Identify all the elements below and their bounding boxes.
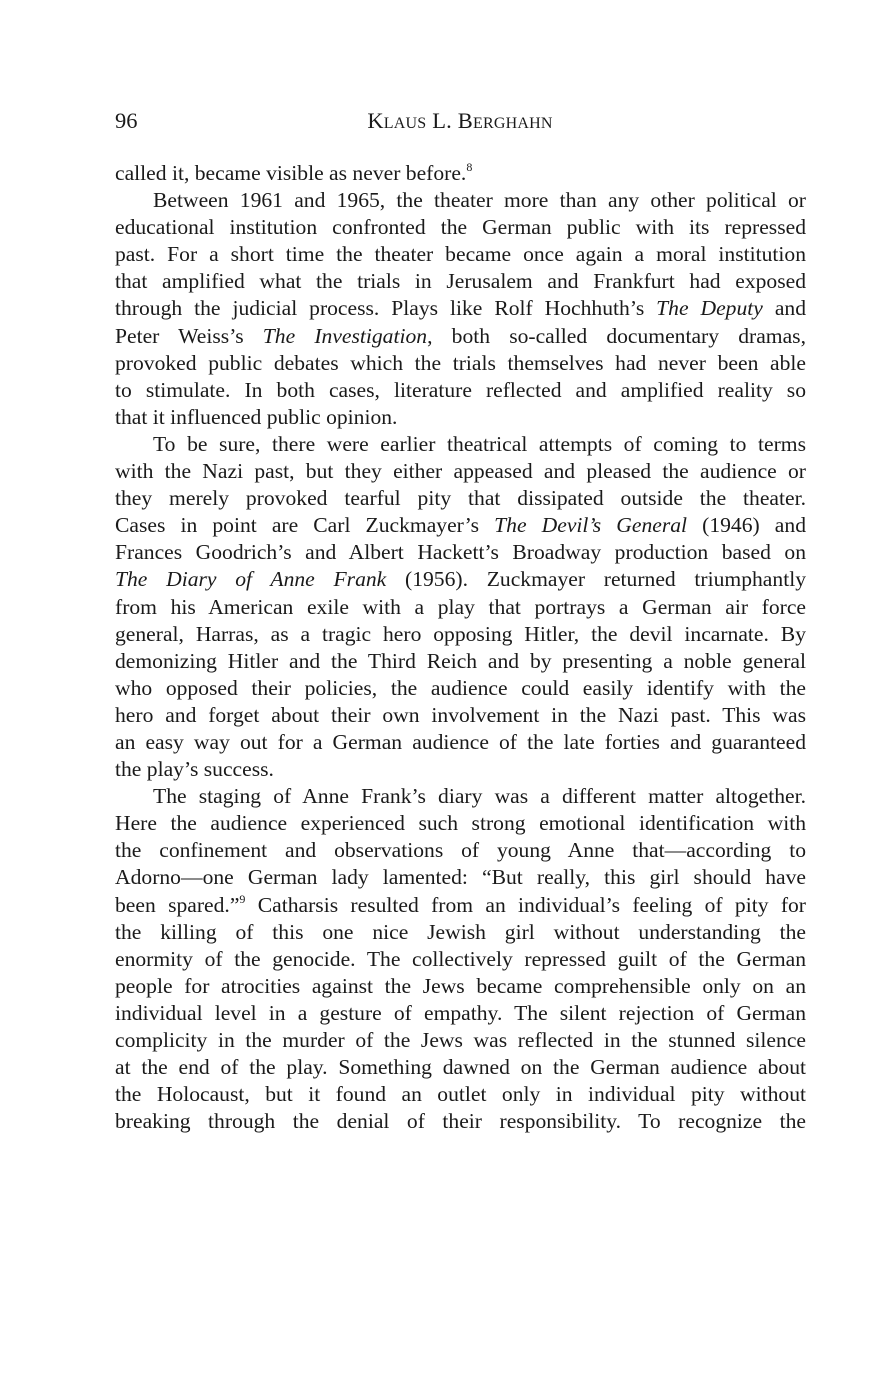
text-segment: (1956). Zuckmayer returned triumphantly	[386, 567, 806, 592]
text-line	[115, 892, 806, 919]
italic-title: The Deputy	[656, 296, 763, 321]
text-segment: that amplified what the trials in Jerusalem and Frankfurt had exposed	[115, 269, 806, 294]
text-segment: demonizing Hitler and the Third Reich and by presenting a noble general	[115, 648, 806, 673]
italic-title: The Devil’s General	[494, 513, 688, 538]
text-segment: Adorno—one German lady lamented: “But really, this girl should have	[115, 865, 806, 890]
italic-title: The Diary of Anne Frank	[115, 567, 387, 592]
text-segment: been spared.”	[115, 892, 240, 917]
text-segment: the play’s success.	[115, 757, 274, 782]
text-line	[115, 973, 806, 1000]
text-line	[115, 810, 806, 837]
text-line	[115, 187, 806, 214]
text-segment: that it influenced public opinion.	[115, 404, 398, 429]
italic-title: The Investigation	[262, 323, 428, 348]
running-title-author: Klaus L. Berghahn	[367, 108, 553, 133]
text-line	[115, 864, 806, 891]
text-segment: breaking through the denial of their responsibility. To recognize the	[115, 1109, 806, 1134]
page-number: 96	[115, 108, 138, 133]
text-line	[115, 485, 806, 512]
text-line	[115, 431, 806, 458]
text-segment: Here the audience experienced such strong emotional identification with	[115, 811, 806, 836]
text-line	[115, 1027, 806, 1054]
text-segment: to stimulate. In both cases, literature reflected and amplified reality so	[115, 377, 806, 402]
text-line	[115, 919, 806, 946]
text-segment: The staging of Anne Frank’s diary was a different matter altogether.	[153, 784, 806, 809]
text-segment: hero and forget about their own involvement in the Nazi past. This was	[115, 702, 806, 727]
text-line	[115, 675, 806, 702]
text-segment: through the judicial process. Plays like Rolf Hochhuth’s	[115, 296, 657, 321]
text-segment: the Holocaust, but it found an outlet only in individual pity without	[115, 1082, 806, 1107]
text-segment: an easy way out for a German audience of the late forties and guaranteed	[115, 729, 806, 754]
text-segment: past. For a short time the theater became once again a moral institution	[115, 242, 806, 267]
text-line	[115, 783, 806, 810]
text-segment: individual level in a gesture of empathy. The silent rejection of German	[115, 1000, 806, 1025]
text-segment: To be sure, there were earlier theatrical attempts of coming to terms	[153, 431, 806, 456]
text-segment: with the Nazi past, but they either appeased and pleased the audience or	[115, 459, 806, 484]
text-segment: called it, became visible as never before.	[115, 161, 467, 185]
text-segment: they merely provoked tearful pity that dissipated outside the theater.	[115, 486, 806, 511]
text-segment: the confinement and observations of young Anne that—according to	[115, 838, 806, 863]
text-segment: Cases in point are Carl Zuckmayer’s	[115, 513, 495, 538]
text-line	[115, 702, 806, 729]
text-line	[115, 621, 806, 648]
text-segment: the killing of this one nice Jewish girl without understanding the	[115, 919, 806, 944]
text-segment: from his American exile with a play that portrays a German air force	[115, 594, 806, 619]
text-segment: Frances Goodrich’s and Albert Hackett’s Broadway production based on	[115, 540, 806, 565]
text-segment: and	[762, 296, 806, 321]
text-segment: people for atrocities against the Jews became comprehensible only on an	[115, 973, 806, 998]
text-line	[115, 404, 806, 431]
text-line	[115, 214, 806, 241]
text-line	[115, 241, 806, 268]
footnote-marker: 8	[466, 160, 473, 174]
footnote-marker: 9	[239, 891, 246, 906]
text-segment: complicity in the murder of the Jews was reflected in the stunned silence	[115, 1028, 806, 1052]
text-line	[115, 323, 806, 350]
text-line	[115, 837, 806, 864]
text-line	[115, 295, 806, 322]
text-line	[115, 160, 806, 187]
text-line	[115, 539, 806, 566]
text-line	[115, 1054, 806, 1081]
text-line	[115, 756, 806, 783]
text-segment: , both so-called documentary dramas,	[427, 323, 806, 348]
text-segment: general, Harras, as a tragic hero opposing Hitler, the devil incarnate. By	[115, 621, 806, 646]
running-head	[115, 104, 805, 138]
text-line	[115, 566, 806, 593]
text-line	[115, 946, 806, 973]
text-segment: (1946) and	[687, 513, 806, 538]
text-segment: educational institution confronted the German public with its repressed	[115, 215, 806, 240]
text-line	[115, 377, 806, 404]
text-segment: enormity of the genocide. The collectively repressed guilt of the German	[115, 946, 806, 971]
text-line	[115, 1108, 806, 1135]
text-line	[115, 1081, 806, 1108]
body-text	[115, 160, 806, 1135]
text-segment: provoked public debates which the trials themselves had never been able	[115, 350, 806, 375]
text-segment: who opposed their policies, the audience could easily identify with the	[115, 675, 806, 700]
text-segment: Between 1961 and 1965, the theater more than any other political or	[153, 188, 806, 213]
text-line	[115, 458, 806, 485]
text-segment: at the end of the play. Something dawned on the German audience about	[115, 1055, 806, 1080]
text-segment: Peter Weiss’s	[115, 323, 263, 348]
text-line	[115, 268, 806, 295]
text-line	[115, 648, 806, 675]
text-line	[115, 350, 806, 377]
text-line	[115, 729, 806, 756]
text-segment: Catharsis resulted from an individual’s feeling of pity for	[245, 892, 806, 917]
text-line	[115, 594, 806, 621]
text-line	[115, 1000, 806, 1027]
text-line	[115, 512, 806, 539]
